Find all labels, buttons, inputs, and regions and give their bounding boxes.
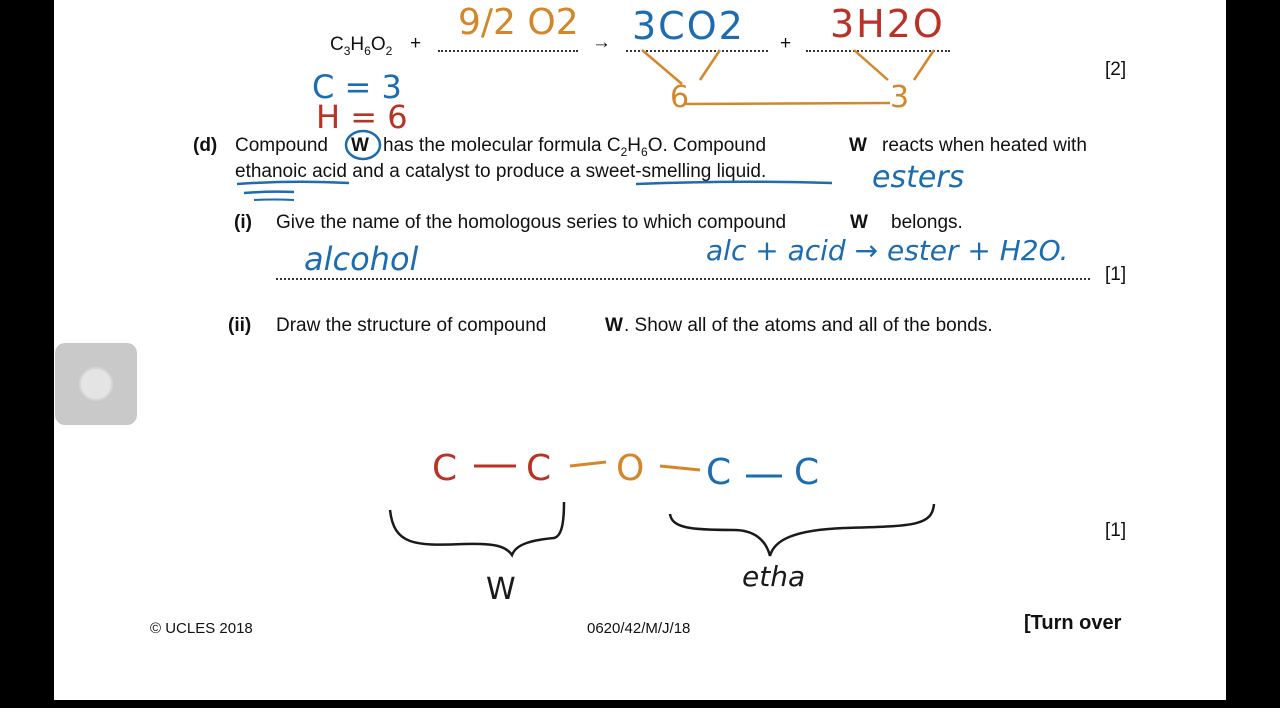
chain-atom-o: O (616, 448, 645, 489)
marks-part-ii: [1] (1105, 520, 1127, 541)
chain-atom-c4: C (794, 452, 820, 493)
annotation-six: 6 (670, 80, 690, 115)
annotation-three: 3 (890, 80, 910, 115)
brace-etha (670, 504, 934, 556)
brace-w (390, 502, 564, 555)
assistive-touch-button[interactable] (55, 343, 137, 425)
part-d-sentence1a: Compound (235, 135, 328, 156)
annotation-o2: 9/2 O2 (458, 2, 579, 43)
compound-w: W (850, 212, 868, 233)
compound-w: W (605, 315, 623, 336)
bond-c2-o (570, 462, 606, 466)
annotation-etha-label: etha (742, 560, 806, 593)
chain-atom-c1: C (432, 448, 458, 489)
handwriting-strokes (54, 0, 1226, 700)
count-line (854, 50, 888, 80)
part-d-label: (d) (193, 135, 218, 156)
circle-around-w (346, 131, 380, 159)
plus-sign: + (780, 33, 792, 54)
underline-ethanoic-acid (237, 182, 349, 184)
footer-turn-over: [Turn over (1024, 612, 1122, 634)
part-d-sentence1c: reacts when heated with (882, 135, 1087, 156)
footer-copyright: © UCLES 2018 (150, 620, 253, 637)
count-line (642, 50, 682, 84)
link-six-three (686, 103, 890, 104)
compound-w: W (849, 135, 867, 156)
annotation-h2o: 3H2O (830, 2, 945, 46)
part-ii-text-a: Draw the structure of compound (276, 315, 547, 336)
part-ii-label: (ii) (228, 315, 252, 336)
footer-code: 0620/42/M/J/18 (587, 620, 691, 637)
annotation-esters: esters (872, 160, 965, 195)
part-d-sentence2: ethanoic acid and a catalyst to produce a sweet-smelling liquid. (235, 161, 767, 182)
part-i-label: (i) (234, 212, 252, 233)
annotation-c-count: C = 3 (312, 68, 402, 106)
marks-equation: [2] (1105, 59, 1127, 80)
underline-ethanoic-acid (244, 192, 294, 193)
underline-ethanoic-acid (254, 200, 294, 201)
count-line (914, 50, 934, 80)
compound-w: W (351, 135, 369, 156)
bottom-strip (0, 708, 1280, 720)
annotation-reaction: alc + acid → ester + H2O. (706, 234, 1069, 267)
marks-part-i: [1] (1105, 264, 1127, 285)
part-d-sentence1b: has the molecular formula $C_2H_6O$. Compound (383, 135, 767, 159)
part-ii-text-b: . Show all of the atoms and all of the bonds. (624, 315, 993, 336)
annotation-alcohol: alcohol (304, 240, 419, 278)
bond-o-c3 (660, 466, 700, 470)
part-i-text-b: belongs. (891, 212, 963, 233)
part-i-text-a: Give the name of the homologous series to which compound (276, 212, 787, 233)
annotation-w-label: W (486, 572, 516, 607)
underline-sweet-smelling (636, 182, 832, 184)
chain-atom-c2: C (526, 448, 552, 489)
reaction-arrow: → (592, 32, 611, 53)
annotation-co2: 3CO2 (632, 4, 745, 48)
count-line (700, 50, 720, 80)
chain-atom-c3: C (706, 452, 732, 493)
assistive-touch-icon (79, 367, 113, 401)
reactant-formula: $C_3H_6O_2$ (330, 34, 393, 58)
exam-page (54, 0, 1226, 700)
plus-sign: + (410, 33, 422, 54)
annotation-h-count: H = 6 (316, 98, 408, 136)
